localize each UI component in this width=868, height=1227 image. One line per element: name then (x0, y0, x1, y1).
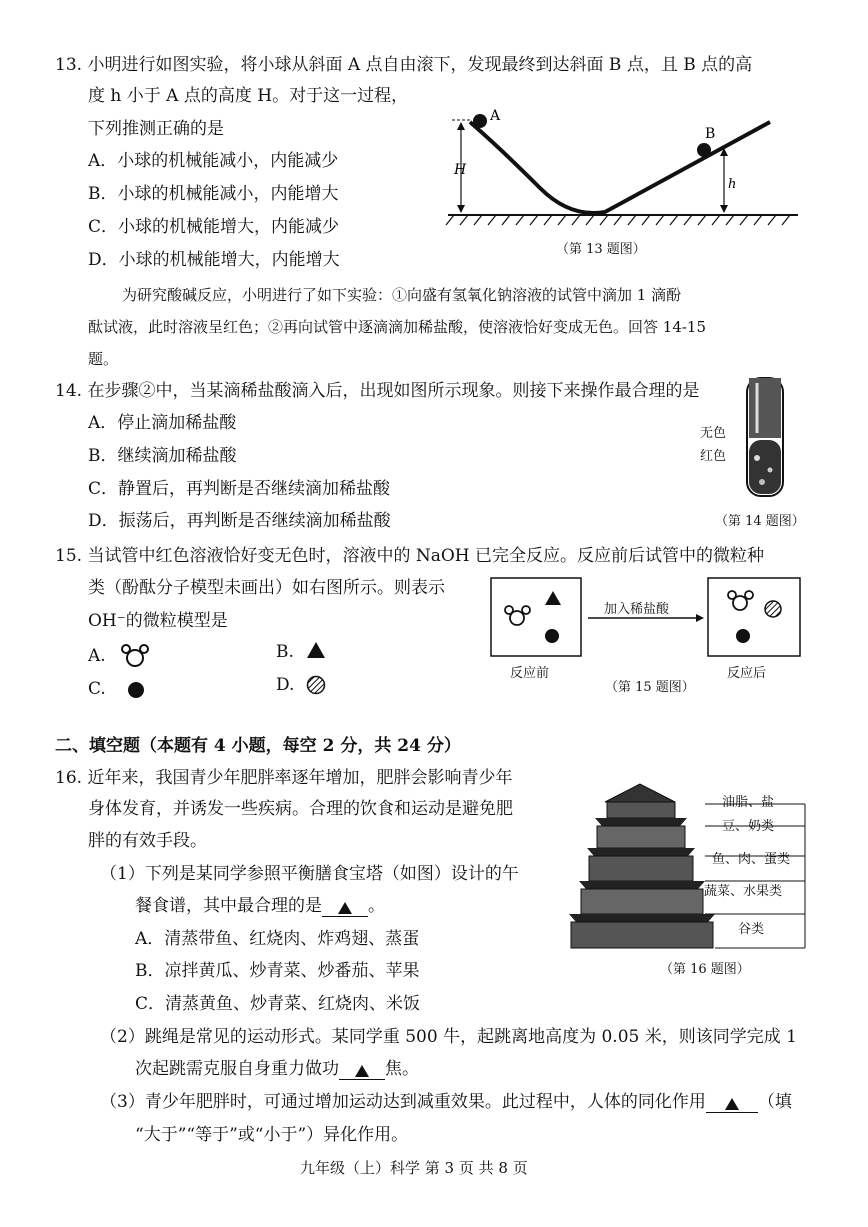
q15-reaction-figure (490, 573, 810, 663)
q14-option-c: C．静置后，再判断是否继续滴加稀盐酸 (88, 479, 391, 499)
q15-stem-line1: 15. 当试管中红色溶液恰好变无色时，溶液中的 NaOH 已完全反应。反应前后试管中的微粒种 (55, 546, 765, 566)
q16-p1-option-b: B．凉拌黄瓜、炒青菜、炒番茄、苹果 (135, 961, 420, 981)
q15-option-b-label: B. (276, 642, 294, 662)
q15-stem-line3: OH⁻的微粒模型是 (88, 611, 228, 631)
q13-option-b: B．小球的机械能减小，内能增大 (88, 184, 339, 204)
label-red: 红色 (700, 449, 727, 464)
q16-stem-line3: 胖的有效手段。 (88, 831, 207, 851)
intro-line1: 为研究酸碱反应，小明进行了如下实验：①向盛有氢氧化钠溶液的试管中滴加 1 滴酚 (122, 286, 682, 304)
q14-caption: （第 14 题图） (715, 514, 805, 529)
q13-caption: （第 13 题图） (556, 242, 646, 257)
intro-line2: 酞试液，此时溶液呈红色；②再向试管中逐滴滴加稀盐酸，使溶液恰好变成无色。回答 14-15 (88, 318, 707, 336)
before-label: 反应前 (510, 666, 550, 681)
q14-option-b: B．继续滴加稀盐酸 (88, 446, 237, 466)
arrow-label: 加入稀盐酸 (604, 602, 670, 617)
q15-caption: （第 15 题图） (605, 680, 695, 695)
triangle-mark-icon (725, 1098, 739, 1110)
triangle-mark-icon (338, 902, 352, 914)
intro-line3: 题。 (88, 350, 119, 368)
q16-p1-option-c: C．清蒸黄鱼、炒青菜、红烧肉、米饭 (135, 994, 421, 1014)
q13-stem-line3: 下列推测正确的是 (88, 119, 224, 139)
q14-option-d: D．振荡后，再判断是否继续滴加稀盐酸 (88, 511, 391, 531)
blank-1[interactable] (322, 896, 368, 917)
q16-p3-line1: （3）青少年肥胖时，可通过增加运动达到减重效果。此过程中，人体的同化作用 （填 (100, 1092, 792, 1112)
q13-stem-line1: 13. 小明进行如图实验，将小球从斜面 A 点自由滚下，发现最终到达斜面 B 点，且 B 点的高 (55, 55, 753, 75)
section2-title: 二、填空题（本题有 4 小题，每空 2 分，共 24 分） (55, 736, 461, 756)
option-c-filled-circle-icon (126, 680, 146, 700)
pagoda-label-veg: 蔬菜、水果类 (704, 884, 783, 899)
q13-option-d: D．小球的机械能增大，内能增大 (88, 250, 340, 270)
after-filled-circle-icon (736, 629, 750, 643)
after-hatched-circle-icon (765, 601, 781, 617)
pagoda-label-grain: 谷类 (738, 922, 765, 937)
q15-option-a-label: A. (88, 646, 106, 666)
before-box (491, 578, 581, 656)
label-h: h (728, 177, 737, 192)
pagoda-label-bean: 豆、奶类 (722, 819, 775, 834)
q16-p1-line2: 餐食谱，其中最合理的是 。 (135, 896, 385, 916)
before-filled-circle-icon (545, 629, 559, 643)
blank-2[interactable] (339, 1059, 385, 1080)
q13-option-c: C．小球的机械能增大，内能减少 (88, 217, 340, 237)
after-box (708, 578, 800, 656)
q14-stem: 14. 在步骤②中，当某滴稀盐酸滴入后，出现如图所示现象。则接下来操作最合理的是 (55, 381, 700, 401)
test-tube-figure (735, 378, 795, 503)
option-d-hatched-circle-icon (305, 674, 327, 696)
q15-option-c-label: C. (88, 679, 106, 699)
after-label: 反应后 (727, 666, 767, 681)
pagoda-label-oil: 油脂、盐 (722, 795, 775, 810)
q13-option-a: A．小球的机械能减小，内能减少 (88, 151, 339, 171)
pagoda-label-meat: 鱼、肉、蛋类 (712, 852, 791, 867)
q13-stem-line2: 度 h 小于 A 点的高度 H。对于这一过程， (88, 86, 409, 106)
q15-option-d-label: D. (276, 675, 295, 695)
q16-p2-line1: （2）跳绳是常见的运动形式。某同学重 500 牛，起跳离地高度为 0.05 米，则该同学完成 1 (100, 1027, 797, 1047)
q13-slope-figure (440, 108, 820, 248)
q16-p1-line1: （1）下列是某同学参照平衡膳食宝塔（如图）设计的午 (100, 864, 519, 884)
blank-3[interactable] (706, 1092, 758, 1113)
label-b: B (705, 126, 716, 142)
page-footer: 九年级（上）科学 第 3 页 共 8 页 (300, 1159, 528, 1177)
q16-p2-line2: 次起跳需克服自身重力做功 焦。 (135, 1059, 419, 1079)
label-H: H (454, 162, 467, 178)
q16-stem-line1: 16. 近年来，我国青少年肥胖率逐年增加，肥胖会影响青少年 (55, 768, 513, 788)
option-b-triangle-icon (305, 640, 327, 660)
q16-p3-line2: “大于”“等于”或“小于”）异化作用。 (135, 1125, 409, 1145)
q16-stem-line2: 身体发育，并诱发一些疾病。合理的饮食和运动是避免肥 (88, 799, 513, 819)
q14-option-a: A．停止滴加稀盐酸 (88, 413, 237, 433)
label-colorless: 无色 (700, 426, 727, 441)
q16-p1-option-a: A．清蒸带鱼、红烧肉、炸鸡翅、蒸蛋 (135, 929, 420, 949)
q15-stem-line2: 类（酚酞分子模型未画出）如右图所示。则表示 (88, 578, 445, 598)
triangle-mark-icon (355, 1065, 369, 1077)
label-a: A (490, 108, 501, 124)
option-a-molecule-icon (120, 643, 152, 669)
q16-caption: （第 16 题图） (660, 962, 750, 977)
